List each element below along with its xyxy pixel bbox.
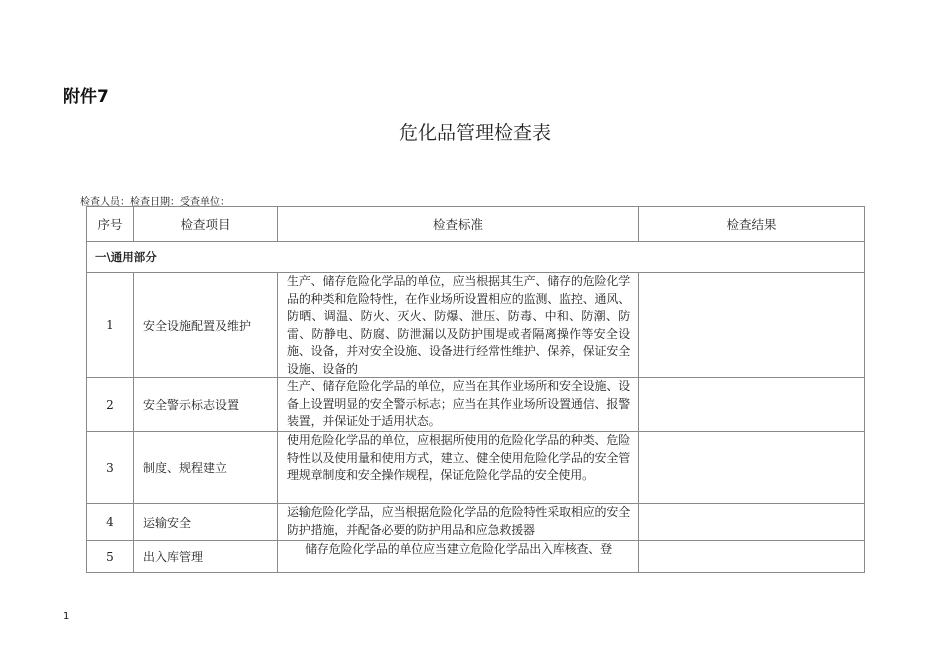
row-result[interactable] <box>639 273 865 378</box>
row-item: 出入库管理 <box>134 541 278 573</box>
row-standard-cell <box>278 273 639 378</box>
row-standard: 使用危险化学品的单位，应根据所使用的危险化学品的种类、危险特性以及使用量和使用方式，建立、健全使用危险化学品的安全管理规章制度和安全操作规程，保证危险化学品的安全使用。 <box>287 433 630 482</box>
document-title: 危化品管理检查表 <box>398 122 551 144</box>
attachment-label: 附件7 <box>63 87 109 107</box>
table-row <box>87 378 865 432</box>
row-standard: 生产、储存危险化学品的单位，应当根据其生产、储存的危险化学品的种类和危险特性，在作业场所设置相应的监测、监控、通风、防晒、调温、防火、灭火、防爆、泄压、防毒、中和、防潮、防雷、防静电、防腐、防泄漏以及防护围堤或者隔离操作等安全设施、设备，并对安全设施、设备进行经常性维护、保养，保证安全设施、设备的 <box>287 274 630 376</box>
table-header-row <box>87 207 865 242</box>
row-standard: 运输危险化学品，应当根据危险化学品的危险特性采取相应的安全防护措施，并配备必要的防护用品和应急救援器 <box>287 505 630 537</box>
row-result[interactable] <box>639 378 865 432</box>
row-standard: 储存危险化学品的单位应当建立危险化学品出入库核查、登 <box>305 542 612 556</box>
row-item: 制度、规程建立 <box>134 432 278 504</box>
row-standard-cell <box>278 504 639 541</box>
inspection-table <box>86 206 865 573</box>
row-result[interactable] <box>639 504 865 541</box>
row-item: 安全设施配置及维护 <box>134 273 278 378</box>
table-row <box>87 273 865 378</box>
row-result[interactable] <box>639 541 865 573</box>
row-serial: 3 <box>87 432 134 504</box>
row-standard-cell <box>278 432 639 504</box>
header-result: 检查结果 <box>639 207 865 242</box>
row-serial: 4 <box>87 504 134 541</box>
header-serial: 序号 <box>87 207 134 242</box>
row-serial: 5 <box>87 541 134 573</box>
section-label: 一\通用部分 <box>87 242 865 273</box>
row-standard: 生产、储存危险化学品的单位，应当在其作业场所和安全设施、设备上设置明显的安全警示标志；应当在其作业场所设置通信、报警装置，并保证处于适用状态。 <box>287 379 630 428</box>
section-row <box>87 242 865 273</box>
row-standard-cell <box>278 541 639 573</box>
table-row <box>87 504 865 541</box>
row-item: 运输安全 <box>134 504 278 541</box>
row-item: 安全警示标志设置 <box>134 378 278 432</box>
row-serial: 1 <box>87 273 134 378</box>
inspection-meta-line: 检查人员：检查日期：受查单位： <box>80 197 230 208</box>
row-standard-cell <box>278 378 639 432</box>
header-item: 检查项目 <box>134 207 278 242</box>
row-result[interactable] <box>639 432 865 504</box>
page-number: 1 <box>63 611 70 622</box>
table-row <box>87 432 865 504</box>
row-serial: 2 <box>87 378 134 432</box>
table-row <box>87 541 865 573</box>
header-standard: 检查标准 <box>278 207 639 242</box>
